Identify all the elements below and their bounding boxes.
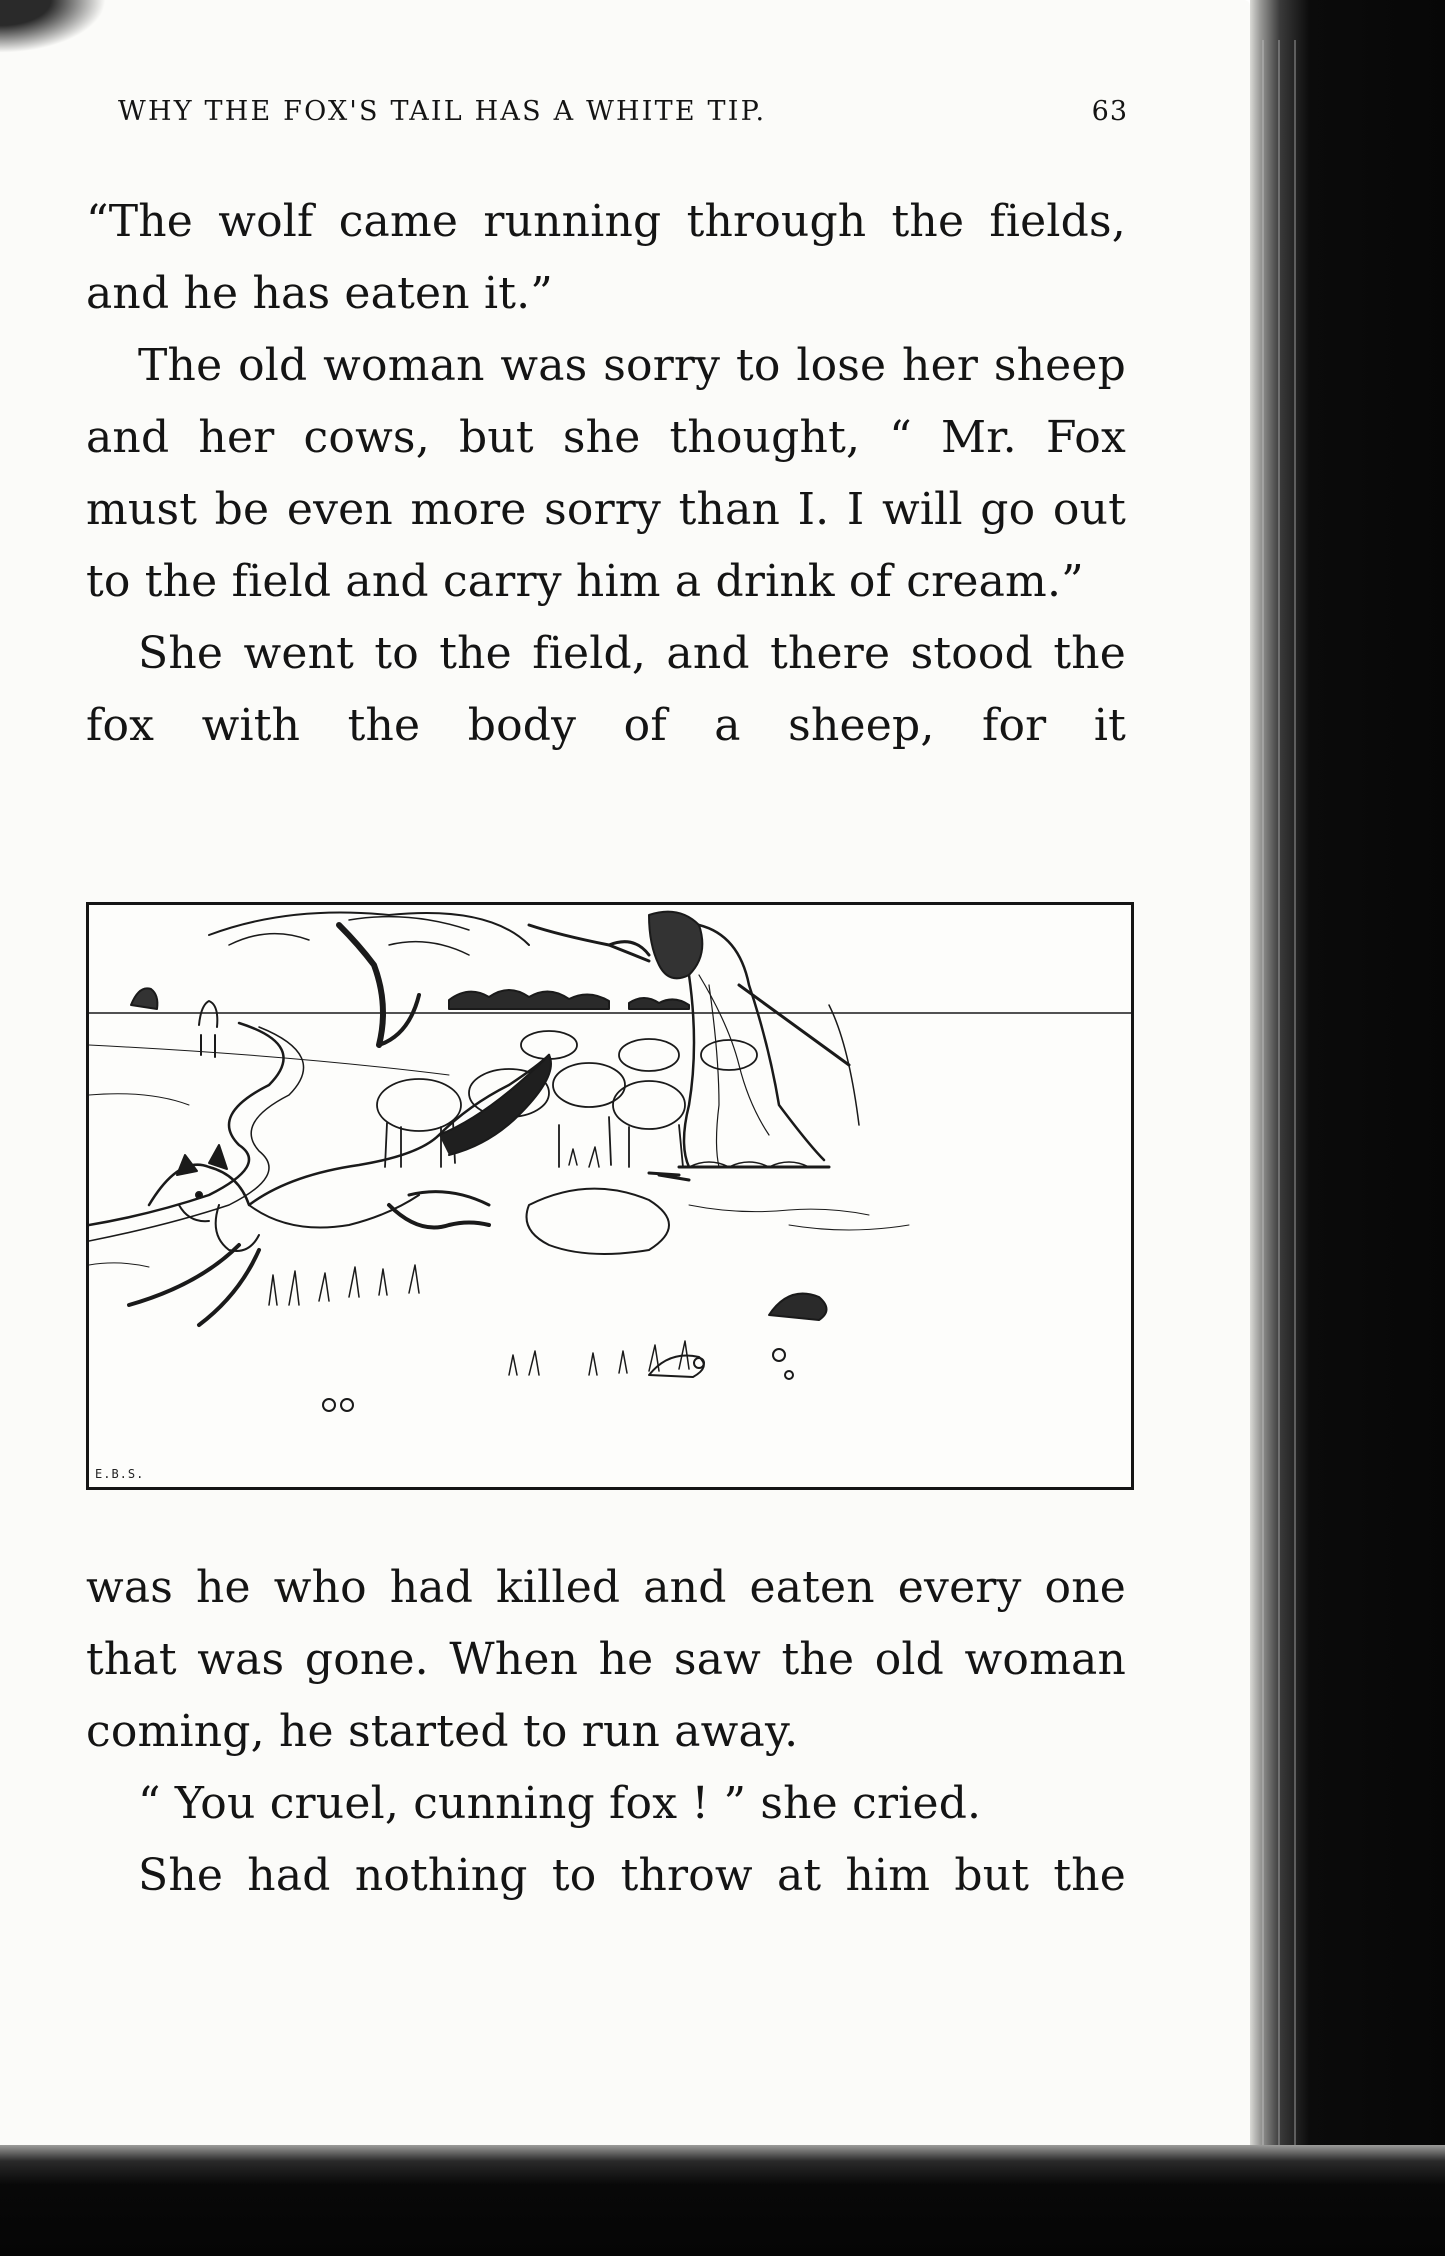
fox-and-old-woman-drawing xyxy=(89,905,1131,1487)
paragraph: “ You cruel, cunning fox ! ” she cried. xyxy=(138,1778,982,1829)
paragraph: She went to the field, and there stood the fox with the body of a sheep, for it xyxy=(86,628,1126,751)
running-header xyxy=(118,96,1128,127)
paragraph: She had nothing to throw at him but the xyxy=(138,1850,1126,1901)
artist-signature: E.B.S. xyxy=(95,1467,145,1481)
page-corner-shadow xyxy=(0,0,120,60)
paragraph: was he who had killed and eaten every one that was gone. When he saw the old woman coming, he started to run away. xyxy=(86,1562,1126,1757)
book-fore-edge xyxy=(1250,0,1445,2256)
text-block-bottom xyxy=(86,1552,1126,1912)
paragraph: The old woman was sorry to lose her sheep and her cows, but she thought, “ Mr. Fox must be even more sorry than I. I will go out to the field and carry him a drink of cream.” xyxy=(86,340,1126,607)
running-title: WHY THE FOX'S TAIL HAS A WHITE TIP. xyxy=(118,96,767,127)
fox-illustration xyxy=(86,902,1134,1490)
text-block-top xyxy=(86,186,1126,762)
page-number: 63 xyxy=(1091,96,1128,127)
book-bottom-edge xyxy=(0,2145,1445,2256)
paragraph: “The wolf came running through the fields, and he has eaten it.” xyxy=(86,196,1126,319)
